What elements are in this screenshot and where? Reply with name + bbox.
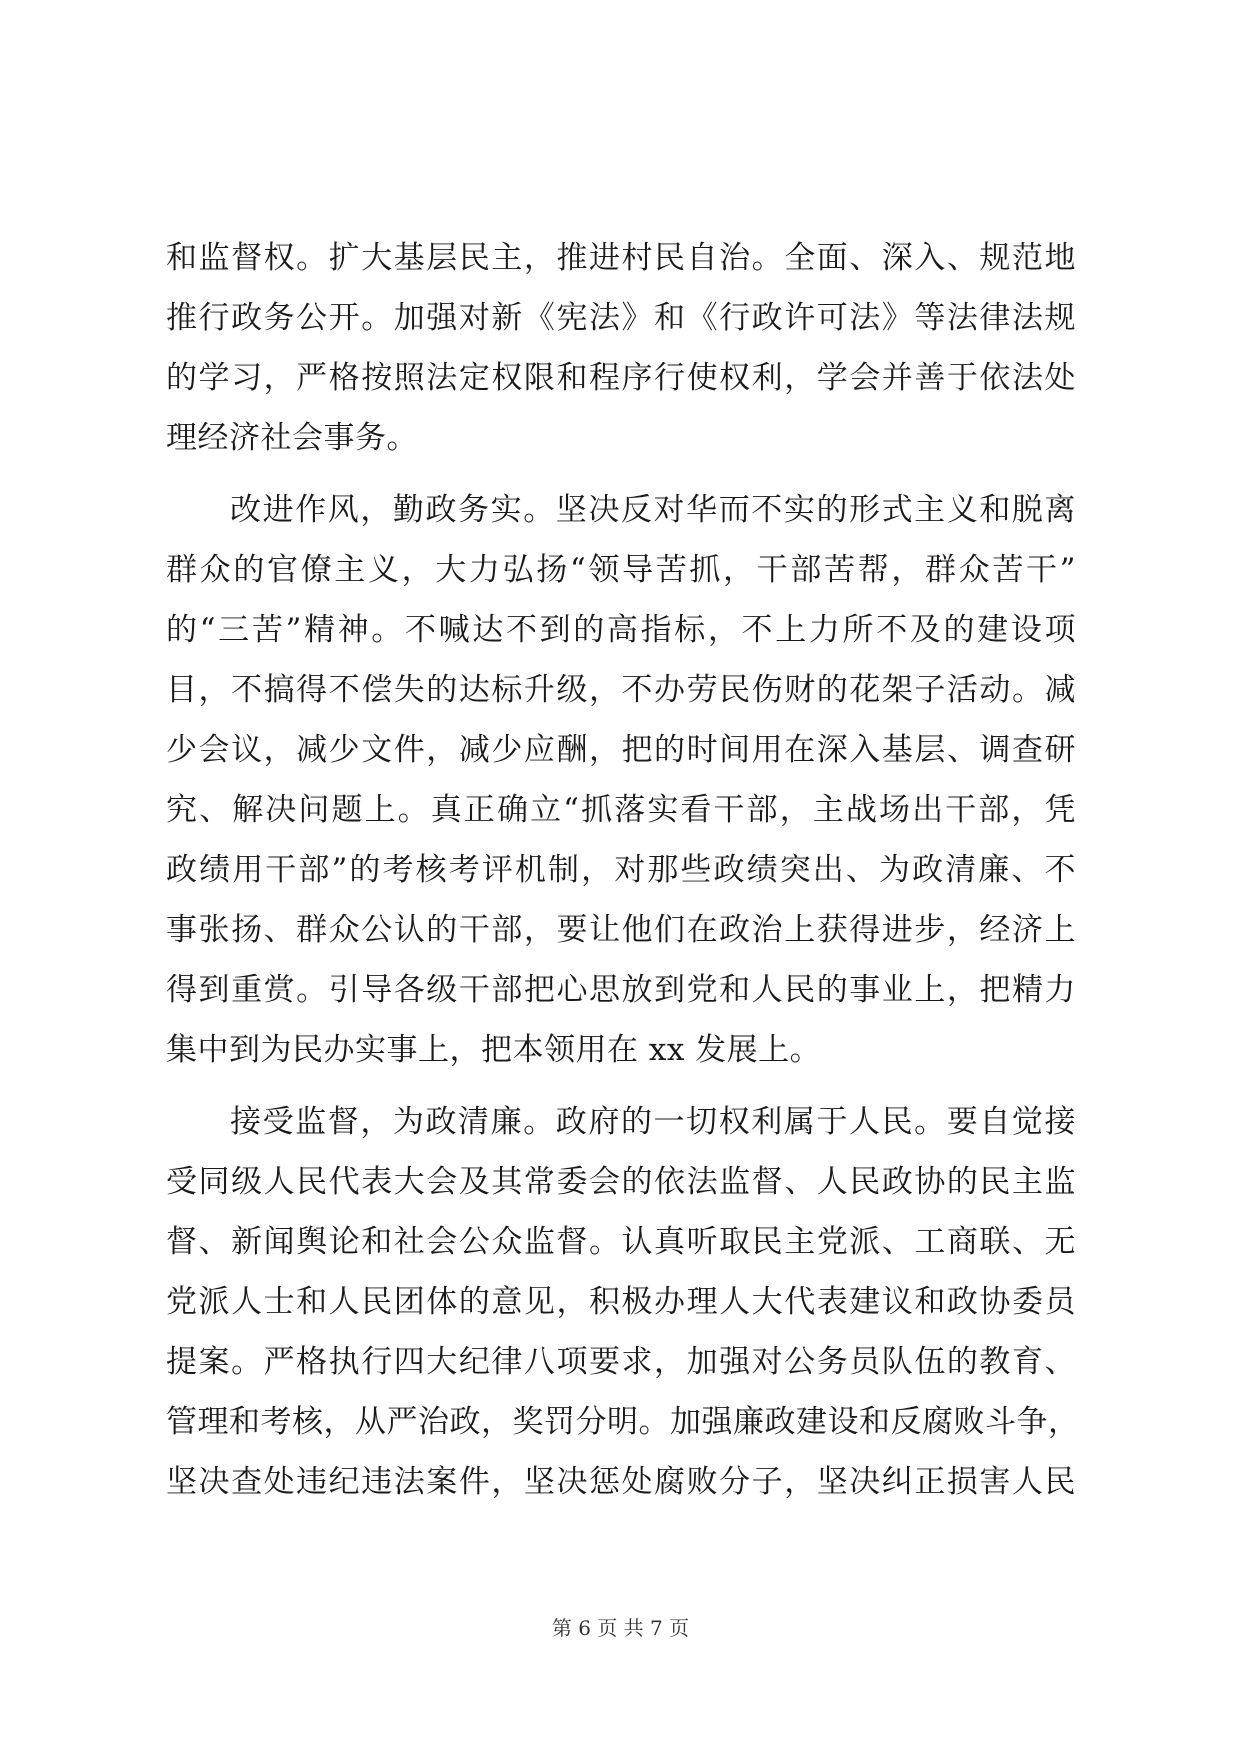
text-line: 接受监督，为政清廉。政府的一切权利属于人民。要自觉接 [230, 1104, 1076, 1140]
paragraph-2 [166, 480, 1076, 1080]
text-line: 少会议，减少文件，减少应酬，把的时间用在深入基层、调查研 [166, 732, 1076, 768]
text-line: 集中到为民办实事上，把本领用在 xx 发展上。 [166, 1032, 822, 1068]
paragraph-3 [166, 1092, 1080, 1512]
text-line: 提案。严格执行四大纪律八项要求，加强对公务员队伍的教育、 [166, 1344, 1076, 1380]
text-line: 受同级人民代表大会及其常委会的依法监督、人民政协的民主监 [166, 1164, 1076, 1200]
text-line: 管理和考核，从严治政，奖罚分明。加强廉政建设和反腐败斗争， [166, 1404, 1080, 1440]
text-line: 政绩用干部”的考核考评机制，对那些政绩突出、为政清廉、不 [166, 852, 1076, 888]
text-line: 推行政务公开。加强对新《宪法》和《行政许可法》等法律法规 [166, 300, 1076, 336]
document-body [166, 228, 1080, 1512]
text-line: 和监督权。扩大基层民主，推进村民自治。全面、深入、规范地 [166, 240, 1076, 276]
text-line: 的学习，严格按照法定权限和程序行使权利，学会并善于依法处 [166, 360, 1076, 396]
text-line: 的“三苦”精神。不喊达不到的高指标，不上力所不及的建设项 [166, 612, 1076, 648]
text-line: 理经济社会事务。 [166, 420, 418, 456]
page-number-footer: 第 6 页 共 7 页 [551, 1616, 690, 1640]
text-line: 事张扬、群众公认的干部，要让他们在政治上获得进步，经济上 [166, 912, 1076, 948]
text-line: 究、解决问题上。真正确立“抓落实看干部，主战场出干部，凭 [166, 792, 1076, 828]
text-line: 改进作风，勤政务实。坚决反对华而不实的形式主义和脱离 [230, 492, 1076, 528]
text-line: 目，不搞得不偿失的达标升级，不办劳民伤财的花架子活动。减 [166, 672, 1076, 708]
text-line: 坚决查处违纪违法案件，坚决惩处腐败分子，坚决纠正损害人民 [166, 1464, 1076, 1500]
text-line: 群众的官僚主义，大力弘扬“领导苦抓，干部苦帮，群众苦干” [166, 552, 1076, 588]
text-line: 得到重赏。引导各级干部把心思放到党和人民的事业上，把精力 [166, 972, 1076, 1008]
text-line: 党派人士和人民团体的意见，积极办理人大代表建议和政协委员 [166, 1284, 1076, 1320]
text-line: 督、新闻舆论和社会公众监督。认真听取民主党派、工商联、无 [166, 1224, 1076, 1260]
paragraph-1 [166, 228, 1076, 468]
